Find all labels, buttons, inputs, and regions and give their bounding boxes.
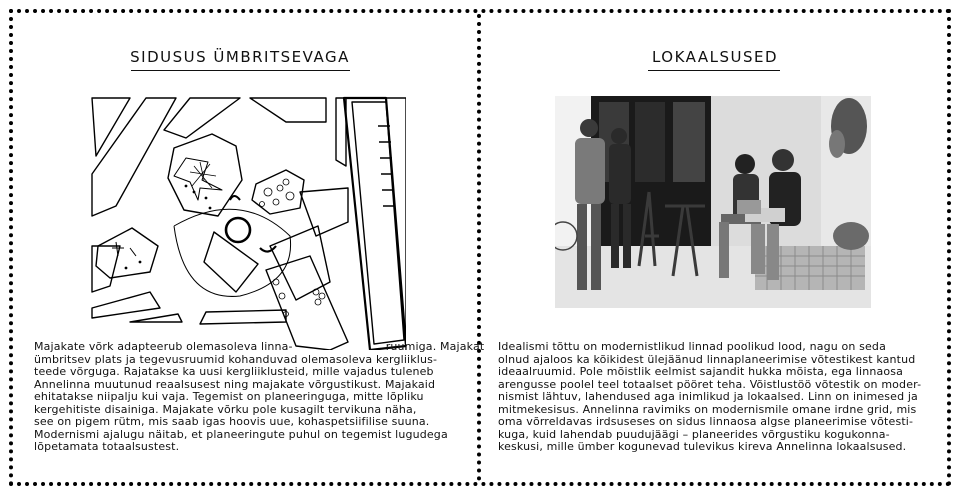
- photo-people-cafe-terrace: [555, 96, 871, 308]
- left-paragraph-line-start: Majakate võrk adapteerub olemasoleva linna-: [34, 340, 293, 353]
- right-paragraph-line: keskusi, mille ümber kogunevad tulevikus kireva Annelinna lokaalsused.: [498, 440, 907, 453]
- left-title: SIDUSUS ÜMBRITSEVAGA: [130, 48, 350, 66]
- left-paragraph-line: kergehitiste disainiga. Majakate võrku pole kusagilt tervikuna näha,: [34, 402, 417, 416]
- right-paragraph-line: arengusse poolel teel totaalset pööret teha. Võistlustöö võtestik on moder-: [498, 377, 922, 391]
- right-paragraph-line: oma võrreldavas irdsuseses on sidus linnaosa algse planeerimise võtesti-: [498, 415, 914, 428]
- right-paragraph-line: olnud ajaloos ka kõikidest ülejäänud linnaplaneerimise võtestikest kantud: [498, 352, 916, 366]
- left-paragraph-line: [34, 340, 485, 354]
- left-paragraph: [34, 340, 485, 454]
- right-paragraph-line: ideaalruumid. Pole mõistlik eelmist sajandit hukka mõista, ega linnaosa: [498, 365, 904, 378]
- dotted-divider: [477, 14, 481, 481]
- left-paragraph-line: Modernismi ajalugu näitab, et planeeringute puhul on tegemist lugudega: [34, 427, 448, 441]
- right-title-underline: [648, 70, 780, 71]
- left-paragraph-line: Annelinna muutunud reaalsusest ning majakate võrgustikust. Majakaid: [34, 377, 436, 391]
- left-paragraph-line: ümbritsev plats ja tegevusruumid kohanduvad olemasoleva kergliiklus-: [34, 352, 438, 366]
- left-paragraph-line: lõpetamata totaalsustest.: [34, 440, 180, 453]
- left-paragraph-line: see on pigem rütm, mis saab igas hoovis uue, kohaspetsiifilise suuna.: [34, 415, 430, 428]
- right-paragraph: [498, 341, 943, 454]
- right-paragraph-line: mitmekesisus. Annelinna ravimiks on modernismile omane irdne grid, mis: [498, 402, 917, 416]
- site-plan-drawing: [90, 96, 406, 350]
- left-title-underline: [131, 70, 350, 71]
- right-paragraph-line: nismist lähtuv, lahendused aga inimlikud ja lokaalsed. Linn on inimesed ja: [498, 390, 918, 403]
- right-paragraph-line: Idealismi tõttu on modernistlikud linnad poolikud lood, nagu on seda: [498, 340, 886, 353]
- left-paragraph-line: ehitatakse niipalju kui vaja. Tegemist on planeeringuga, mitte lõpliku: [34, 390, 424, 403]
- left-paragraph-line: teede võrguga. Rajatakse ka uusi kergliiklusteid, mille vajadus tuleneb: [34, 365, 434, 378]
- right-title: LOKAALSUSED: [651, 48, 779, 66]
- left-paragraph-line-end: ruumiga. Majakat: [385, 340, 485, 353]
- right-paragraph-line: kuga, kuid lahendab puudujäägi – planeerides võrgustiku kogukonna-: [498, 427, 890, 441]
